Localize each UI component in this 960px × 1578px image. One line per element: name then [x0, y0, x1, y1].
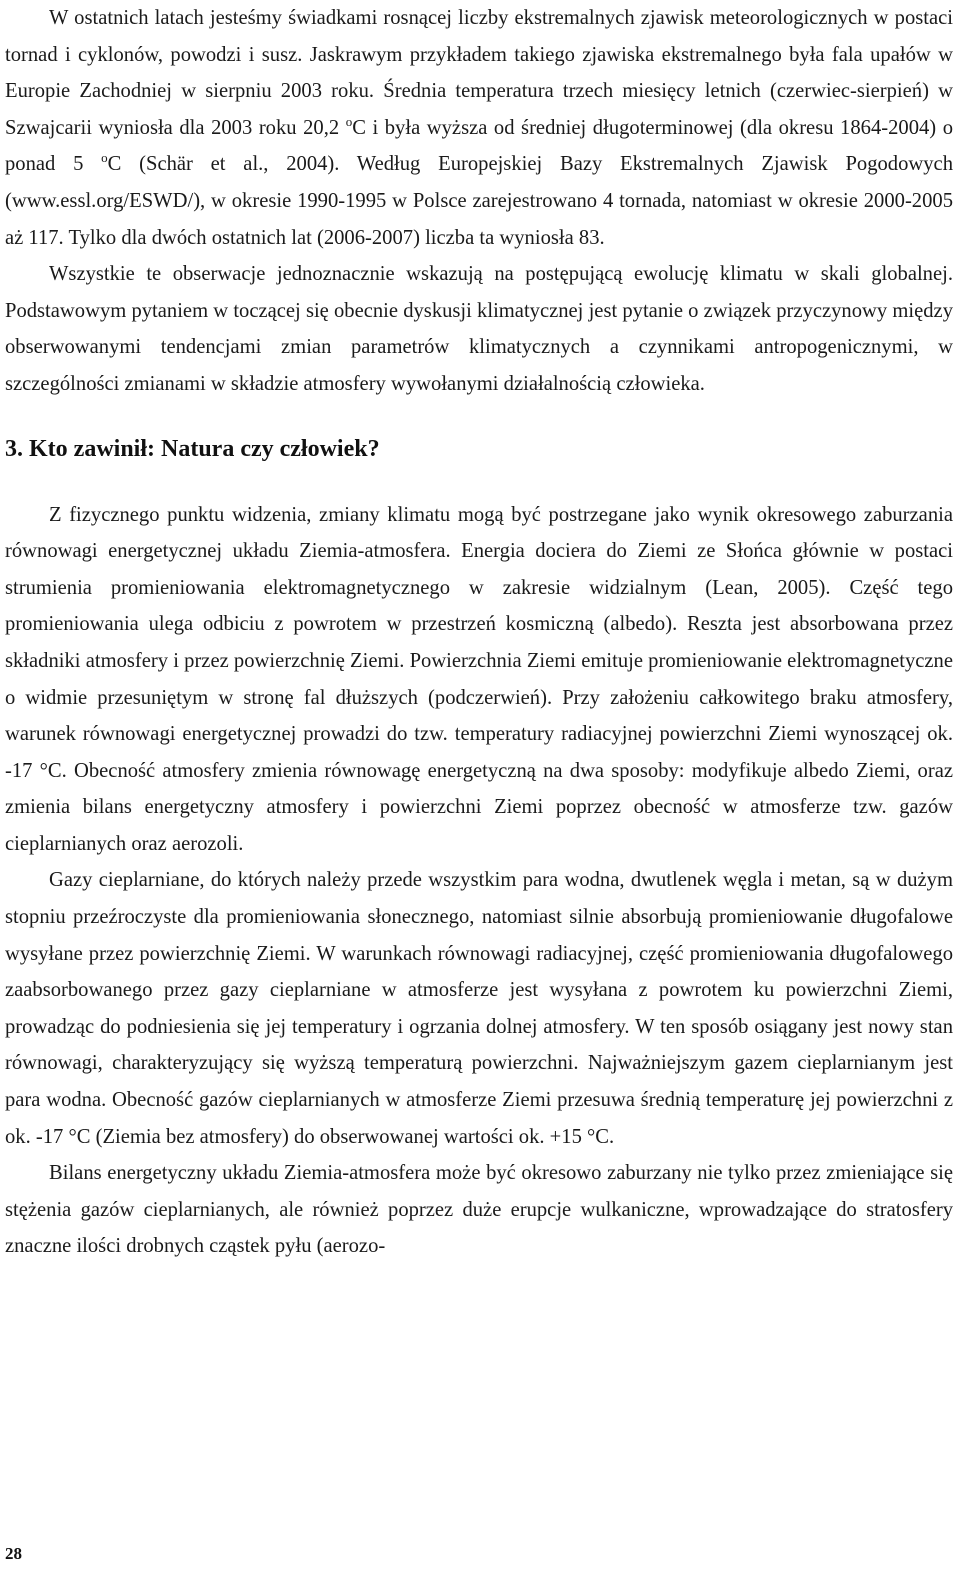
paragraph-volcanic-eruptions: Bilans energetyczny układu Ziemia-atmosfera może być okresowo zaburzany nie tylko przez zmieniające się stężenia gazów cieplarnianych, ale również poprzez duże erupcje wulkaniczne, wprowadzające do stratosfery znaczne ilości drobnych cząstek pyłu (aerozo- — [5, 1162, 953, 1258]
temperature-sentence: Średnia temperatura trzech miesięcy letnich (czerwiec-sierpień) w Szwajcarii wyniosła dla 2003 roku 20,2 $^o$C i była wyższa od średniej długoterminowej (dla okresu 1864-2004) o ponad 5 $^o$C (Schär et al., 2004). Według Europejskiej Bazy Ekstremalnych Zjawisk Pogodowych (www.essl.org/ESWD/), w okresie 1990-1995 w Polsce zarejestrowano 4 tornada, natomiast w okresie 2000-2005 aż 117. Tylko dla dwóch ostatnich lat (2006-2007) liczba ta wyniosła 83. — [5, 80, 954, 249]
paragraph-greenhouse-gases: Gazy cieplarniane, do których należy przede wszystkim para wodna, dwutlenek węgla i metan, są w dużym stopniu przeźroczyste dla promieniowania słonecznego, natomiast silnie absorbują promieniowanie długofalowe wysyłane przez powierzchnię Ziemi. W warunkach równowagi radiacyjnej, część promieniowania długofalowego zaabsorbowanego przez gazy cieplarniane w atmosferze jest wysyłana z powrotem ku powierzchni Ziemi, prowadząc do podniesienia się jej temperatury i ogrzania dolnej atmosfery. W ten sposób osiągany jest nowy stan równowagi, charakteryzujący się wyższą temperaturą powierzchni. Najważniejszym gazem cieplarnianym jest para wodna. Obecność gazów cieplarnianych w atmosferze Ziemi przesuwa średnią temperaturę jej powierzchni z ok. -17 °C (Ziemia bez atmosfery) do obserwowanej wartości ok. +15 °C. — [5, 869, 953, 1148]
paragraph-energy-balance: Z fizycznego punktu widzenia, zmiany klimatu mogą być postrzegane jako wynik okresowego zaburzania równowagi energetycznej układu Ziemia-atmosfera. Energia dociera do Ziemi ze Słońca głównie w postaci strumienia promieniowania elektromagnetycznego w zakresie widzialnym (Lean, 2005). Część tego promieniowania ulega odbiciu z powrotem w przestrzeń kosmiczną (albedo). Reszta jest absorbowana przez składniki atmosfery i przez powierzchnię Ziemi. Powierzchnia Ziemi emituje promieniowanie elektromagnetyczne o widmie przesuniętym w stronę fal dłuższych (podczerwień). Przy założeniu całkowitego braku atmosfery, warunek równowagi energetycznej prowadzi do tzw. temperatury radiacyjnej powierzchni Ziemi wynoszącej ok. -17 °C. Obecność atmosfery zmienia równowagę energetyczną na dwa sposoby: modyfikuje albedo Ziemi, oraz zmienia bilans energetyczny atmosfery i powierzchni Ziemi poprzez obecność w atmosferze tzw. gazów cieplarnianych oraz aerozoli. — [5, 503, 953, 855]
paragraph-extreme-events — [5, 0, 953, 256]
page-number: 28 — [5, 1544, 22, 1563]
degree-superscript: o — [345, 113, 353, 129]
paragraph-text: W ostatnich latach jesteśmy świadkami rosnącej liczby ekstremalnych zjawisk meteorologicznych w postaci tornad i cyklonów, powodzi i susz. Jaskrawym przykładem takiego zjawiska ekstremalnego była fala upałów w Europie Zachodniej w sierpniu 2003 roku. — [5, 7, 953, 103]
document-page — [5, 0, 953, 1265]
section-heading: 3. Kto zawinił: Natura czy człowiek? — [5, 435, 380, 462]
paragraph-climate-evolution: Wszystkie te obserwacje jednoznacznie wskazują na postępującą ewolucję klimatu w skali globalnej. Podstawowym pytaniem w toczącej się obecnie dyskusji klimatycznej jest pytanie o związek przyczynowy między obserwowanymi tendencjami zmian parametrów klimatycznych a czynnikami antropogenicznymi, w szczególności zmianami w składzie atmosfery wywołanymi działalnością człowieka. — [5, 263, 953, 395]
degree-superscript: o — [101, 150, 108, 166]
